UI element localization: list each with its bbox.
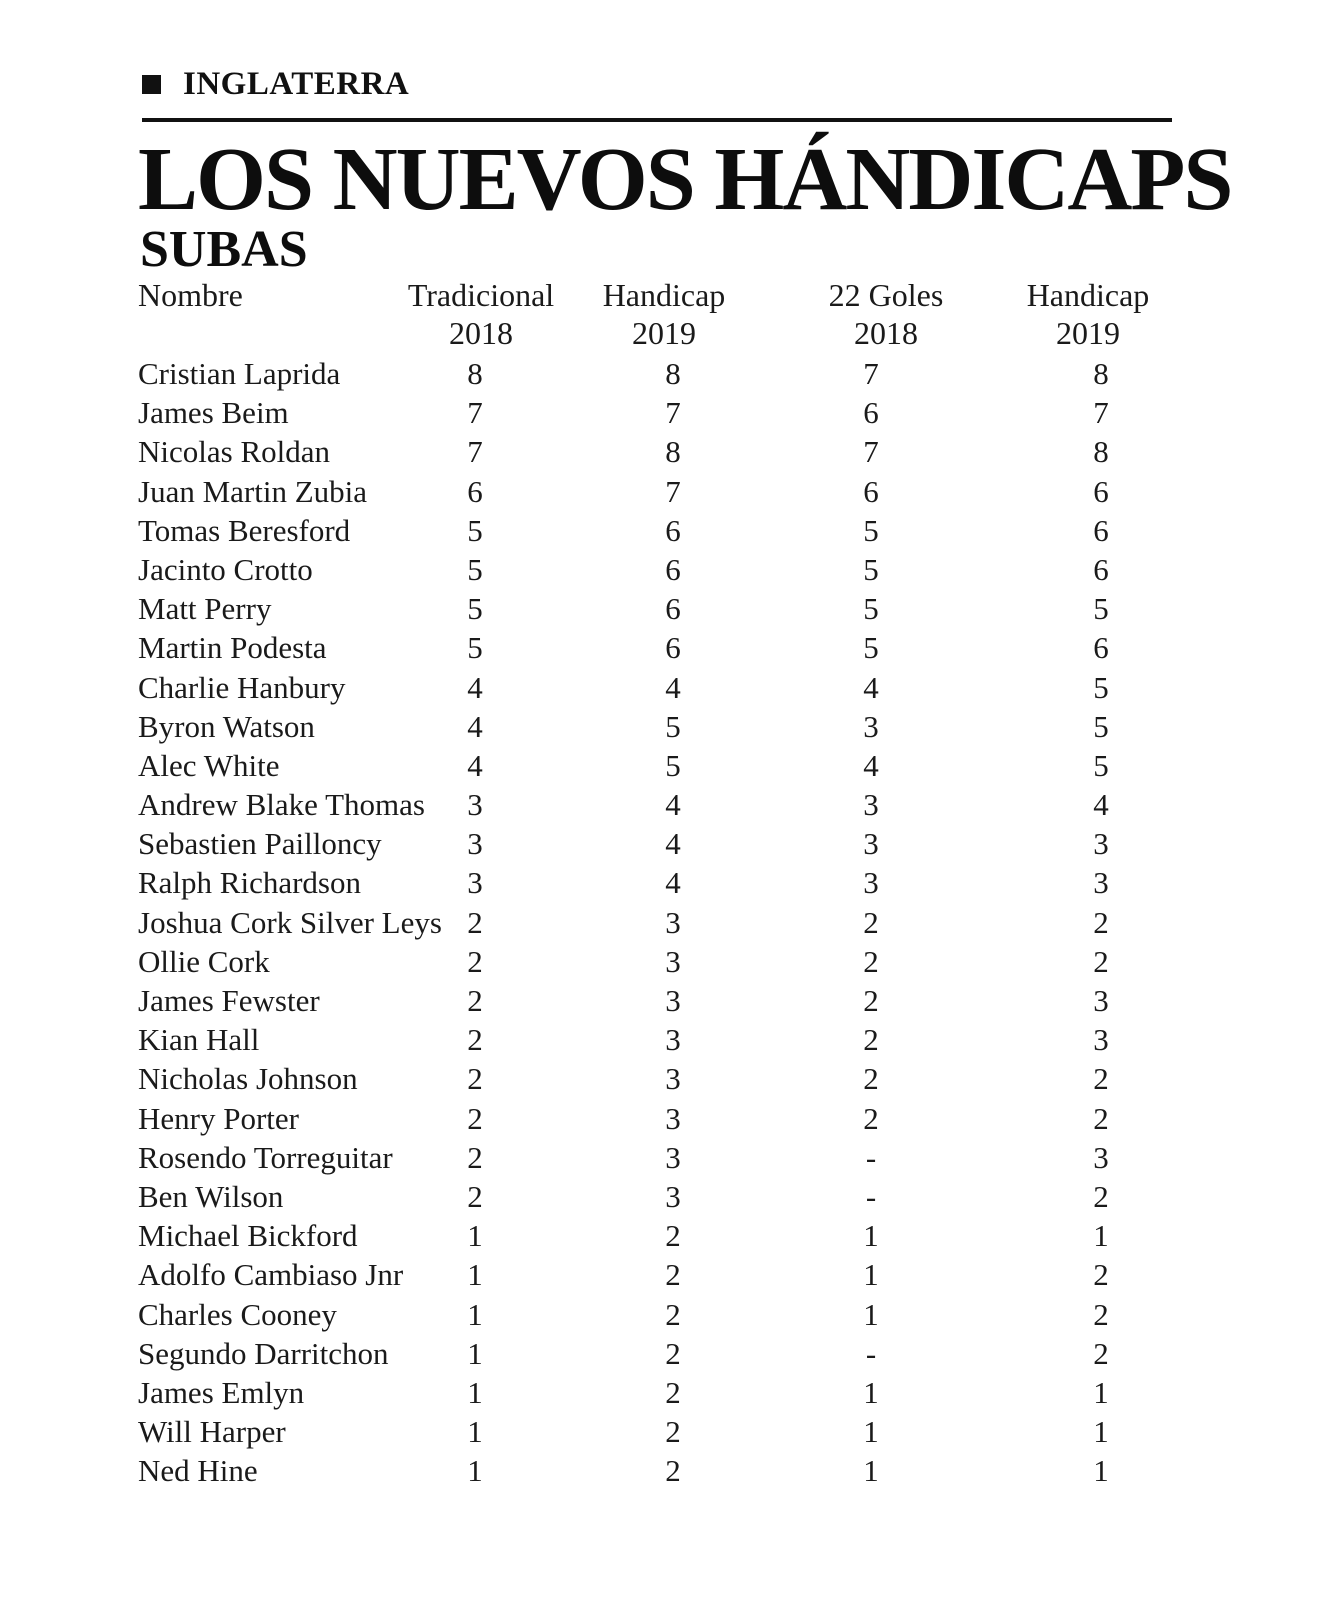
handicap-value: 6 — [665, 512, 681, 548]
column-header-line: 2019 — [1055, 315, 1120, 351]
handicap-value: 3 — [665, 904, 681, 940]
handicap-value: 1 — [1093, 1218, 1109, 1254]
column-header-line: Handicap — [1026, 277, 1150, 313]
handicap-value: 1 — [863, 1257, 879, 1293]
handicap-value: 2 — [1093, 1296, 1109, 1332]
handicap-value: 5 — [1093, 747, 1109, 783]
square-bullet-icon — [142, 75, 161, 94]
player-name: Kian Hall — [138, 1022, 260, 1058]
handicap-value: 1 — [467, 1218, 483, 1254]
table-row — [0, 1099, 1318, 1138]
handicap-value: 2 — [863, 983, 879, 1018]
player-name: Tomas Beresford — [138, 512, 351, 548]
table-row — [0, 1373, 1318, 1412]
handicap-table — [0, 354, 1318, 1490]
handicap-value: 1 — [863, 1218, 879, 1254]
handicap-value: 4 — [467, 747, 483, 783]
handicap-value: 2 — [1093, 1178, 1109, 1214]
handicap-value: 2 — [1093, 943, 1109, 979]
table-row — [0, 1020, 1318, 1059]
table-row — [0, 432, 1318, 471]
column-header-line: 2019 — [631, 315, 696, 351]
handicap-value: 1 — [467, 1453, 483, 1489]
player-name: Henry Porter — [138, 1100, 299, 1136]
handicap-value: 1 — [863, 1414, 879, 1450]
handicap-value: 2 — [467, 983, 483, 1018]
handicap-value: 6 — [665, 551, 681, 587]
table-row — [0, 354, 1318, 393]
handicap-value: 7 — [1093, 395, 1109, 431]
column-header-line: 22 Goles — [828, 277, 944, 313]
handicap-value: 6 — [1093, 473, 1109, 509]
table-row — [0, 472, 1318, 511]
player-name: Ollie Cork — [138, 943, 270, 979]
handicap-value: 3 — [863, 865, 879, 901]
table-row — [0, 1451, 1318, 1490]
table-row — [0, 981, 1318, 1020]
player-name: Byron Watson — [138, 708, 315, 744]
player-name: Ralph Richardson — [138, 865, 361, 901]
handicap-value: 2 — [467, 1139, 483, 1175]
player-name: James Emlyn — [138, 1374, 305, 1410]
handicap-value: 2 — [863, 943, 879, 979]
player-name: Rosendo Torreguitar — [138, 1139, 393, 1175]
handicap-value: 4 — [863, 669, 879, 705]
player-name: Charlie Hanbury — [138, 669, 346, 705]
table-row — [0, 1216, 1318, 1255]
table-row — [0, 903, 1318, 942]
handicap-value: 6 — [467, 473, 483, 509]
handicap-value: 2 — [1093, 1100, 1109, 1136]
table-row — [0, 628, 1318, 667]
handicap-value: 8 — [1093, 434, 1109, 470]
column-header-line: Tradicional — [407, 277, 555, 313]
section-label: INGLATERRA — [183, 65, 410, 102]
player-name: Cristian Laprida — [138, 356, 341, 391]
handicap-value: 1 — [863, 1374, 879, 1410]
player-name: Sebastien Pailloncy — [138, 826, 382, 862]
player-name: Juan Martin Zubia — [138, 473, 368, 509]
handicap-value: 5 — [863, 591, 879, 627]
column-header-handicap-2019-a — [603, 276, 726, 352]
column-header-line: 2018 — [854, 315, 918, 351]
handicap-value: 5 — [1093, 708, 1109, 744]
player-name: Charles Cooney — [138, 1296, 337, 1332]
handicap-value: 8 — [1093, 356, 1109, 391]
handicap-value: 6 — [863, 395, 879, 431]
handicap-value: 7 — [467, 434, 483, 470]
handicap-value: 7 — [665, 473, 681, 509]
player-name: Nicholas Johnson — [138, 1061, 358, 1097]
table-row — [0, 668, 1318, 707]
handicap-value: 1 — [467, 1296, 483, 1332]
handicap-value: 3 — [665, 943, 681, 979]
handicap-value: 7 — [467, 395, 483, 431]
handicap-value: 2 — [467, 1022, 483, 1058]
handicap-value: 4 — [665, 865, 681, 901]
handicap-value: 2 — [1093, 1061, 1109, 1097]
handicap-value: 7 — [863, 356, 879, 391]
handicap-value: - — [865, 1178, 877, 1214]
table-row — [0, 785, 1318, 824]
handicap-value: 6 — [1093, 551, 1109, 587]
player-name: Matt Perry — [138, 591, 272, 627]
handicap-value: 2 — [1093, 1257, 1109, 1293]
player-name: Alec White — [138, 747, 280, 783]
handicap-value: 2 — [467, 1100, 483, 1136]
player-name: Joshua Cork Silver Leys — [138, 904, 442, 940]
column-header-22-goles-2018 — [829, 276, 944, 352]
handicap-value: 2 — [665, 1414, 681, 1450]
handicap-value: 6 — [863, 473, 879, 509]
handicap-value: 1 — [1093, 1374, 1109, 1410]
player-name: Michael Bickford — [138, 1218, 358, 1254]
table-row — [0, 863, 1318, 902]
table-row — [0, 1295, 1318, 1334]
handicap-value: 1 — [1093, 1453, 1109, 1489]
handicap-value: 2 — [863, 1100, 879, 1136]
handicap-value: 3 — [467, 787, 483, 823]
handicap-value: 3 — [863, 826, 879, 862]
handicap-value: - — [865, 1139, 877, 1175]
handicap-value: 3 — [467, 826, 483, 862]
handicap-value: 2 — [665, 1453, 681, 1489]
player-name: Will Harper — [138, 1414, 286, 1450]
handicap-value: 2 — [665, 1257, 681, 1293]
player-name: Martin Podesta — [138, 630, 327, 666]
table-row — [0, 1059, 1318, 1098]
player-name: Segundo Darritchon — [138, 1335, 389, 1371]
handicap-value: 1 — [467, 1257, 483, 1293]
handicap-value: 4 — [665, 669, 681, 705]
handicap-value: 2 — [467, 943, 483, 979]
handicap-value: 6 — [665, 591, 681, 627]
table-row — [0, 1177, 1318, 1216]
table-row — [0, 942, 1318, 981]
handicap-value: 5 — [863, 551, 879, 587]
handicap-value: 4 — [467, 669, 483, 705]
handicap-value: 3 — [863, 787, 879, 823]
handicap-value: 1 — [863, 1296, 879, 1332]
handicap-value: 3 — [467, 865, 483, 901]
column-header-tradicional-2018 — [408, 276, 554, 352]
player-name: Adolfo Cambiaso Jnr — [138, 1257, 404, 1293]
handicap-value: 8 — [467, 356, 483, 391]
column-header-line: Handicap — [602, 277, 726, 313]
handicap-value: 2 — [863, 904, 879, 940]
handicap-value: 2 — [1093, 1335, 1109, 1371]
table-row — [0, 707, 1318, 746]
table-row — [0, 1334, 1318, 1373]
handicap-value: 4 — [467, 708, 483, 744]
handicap-value: 5 — [1093, 591, 1109, 627]
player-name: Ned Hine — [138, 1453, 258, 1489]
handicap-value: 6 — [1093, 630, 1109, 666]
handicap-value: 1 — [1093, 1414, 1109, 1450]
handicap-value: 6 — [665, 630, 681, 666]
table-row — [0, 1138, 1318, 1177]
player-name: James Beim — [138, 395, 289, 431]
handicap-value: 7 — [665, 395, 681, 431]
handicap-value: 5 — [665, 747, 681, 783]
section-tag — [142, 64, 409, 104]
header-rule — [142, 118, 1172, 122]
handicap-value: 5 — [863, 512, 879, 548]
handicap-value: 5 — [665, 708, 681, 744]
handicap-value: 7 — [863, 434, 879, 470]
column-header-name: Nombre — [138, 277, 243, 313]
handicap-value: 2 — [665, 1335, 681, 1371]
handicap-value: 2 — [467, 904, 483, 940]
player-name: James Fewster — [138, 983, 320, 1018]
handicap-value: 5 — [467, 591, 483, 627]
table-row — [0, 393, 1318, 432]
handicap-value: 3 — [665, 1100, 681, 1136]
handicap-value: 2 — [863, 1061, 879, 1097]
handicap-value: 4 — [863, 747, 879, 783]
handicap-value: 2 — [665, 1374, 681, 1410]
handicap-value: 1 — [467, 1335, 483, 1371]
player-name: Jacinto Crotto — [138, 551, 313, 587]
handicap-value: 3 — [665, 983, 681, 1018]
handicap-value: 2 — [863, 1022, 879, 1058]
handicap-value: 2 — [467, 1061, 483, 1097]
table-row — [0, 1412, 1318, 1451]
handicap-value: 8 — [665, 356, 681, 391]
table-row — [0, 511, 1318, 550]
handicap-value: - — [865, 1335, 877, 1371]
handicap-value: 5 — [467, 630, 483, 666]
handicap-value: 5 — [1093, 669, 1109, 705]
handicap-value: 5 — [467, 512, 483, 548]
handicap-value: 2 — [665, 1296, 681, 1332]
table-row — [0, 589, 1318, 628]
handicap-value: 2 — [1093, 904, 1109, 940]
column-header-line: 2018 — [448, 315, 513, 351]
handicap-value: 2 — [665, 1218, 681, 1254]
page-title: LOS NUEVOS HÁNDICAPS — [138, 130, 1232, 229]
handicap-value: 4 — [665, 787, 681, 823]
handicap-value: 4 — [665, 826, 681, 862]
handicap-value: 3 — [863, 708, 879, 744]
player-name: Ben Wilson — [138, 1178, 284, 1214]
handicap-value: 3 — [665, 1022, 681, 1058]
handicap-value: 5 — [863, 630, 879, 666]
player-name: Nicolas Roldan — [138, 434, 330, 470]
table-row — [0, 746, 1318, 785]
page-subtitle: SUBAS — [140, 221, 308, 278]
handicap-value: 3 — [665, 1139, 681, 1175]
handicap-value: 3 — [1093, 865, 1109, 901]
table-row — [0, 1255, 1318, 1294]
handicap-value: 5 — [467, 551, 483, 587]
handicap-value: 3 — [1093, 826, 1109, 862]
handicap-value: 3 — [1093, 1022, 1109, 1058]
handicap-value: 3 — [665, 1061, 681, 1097]
table-row — [0, 824, 1318, 863]
handicap-value: 3 — [1093, 983, 1109, 1018]
player-name: Andrew Blake Thomas — [138, 787, 425, 823]
handicap-value: 6 — [1093, 512, 1109, 548]
handicap-value: 4 — [1093, 787, 1109, 823]
handicap-value: 3 — [665, 1178, 681, 1214]
table-row — [0, 550, 1318, 589]
handicap-value: 3 — [1093, 1139, 1109, 1175]
handicap-value: 8 — [665, 434, 681, 470]
column-header-handicap-2019-b — [1027, 276, 1150, 352]
handicap-value: 2 — [467, 1178, 483, 1214]
handicap-value: 1 — [467, 1414, 483, 1450]
handicap-value: 1 — [467, 1374, 483, 1410]
handicap-value: 1 — [863, 1453, 879, 1489]
